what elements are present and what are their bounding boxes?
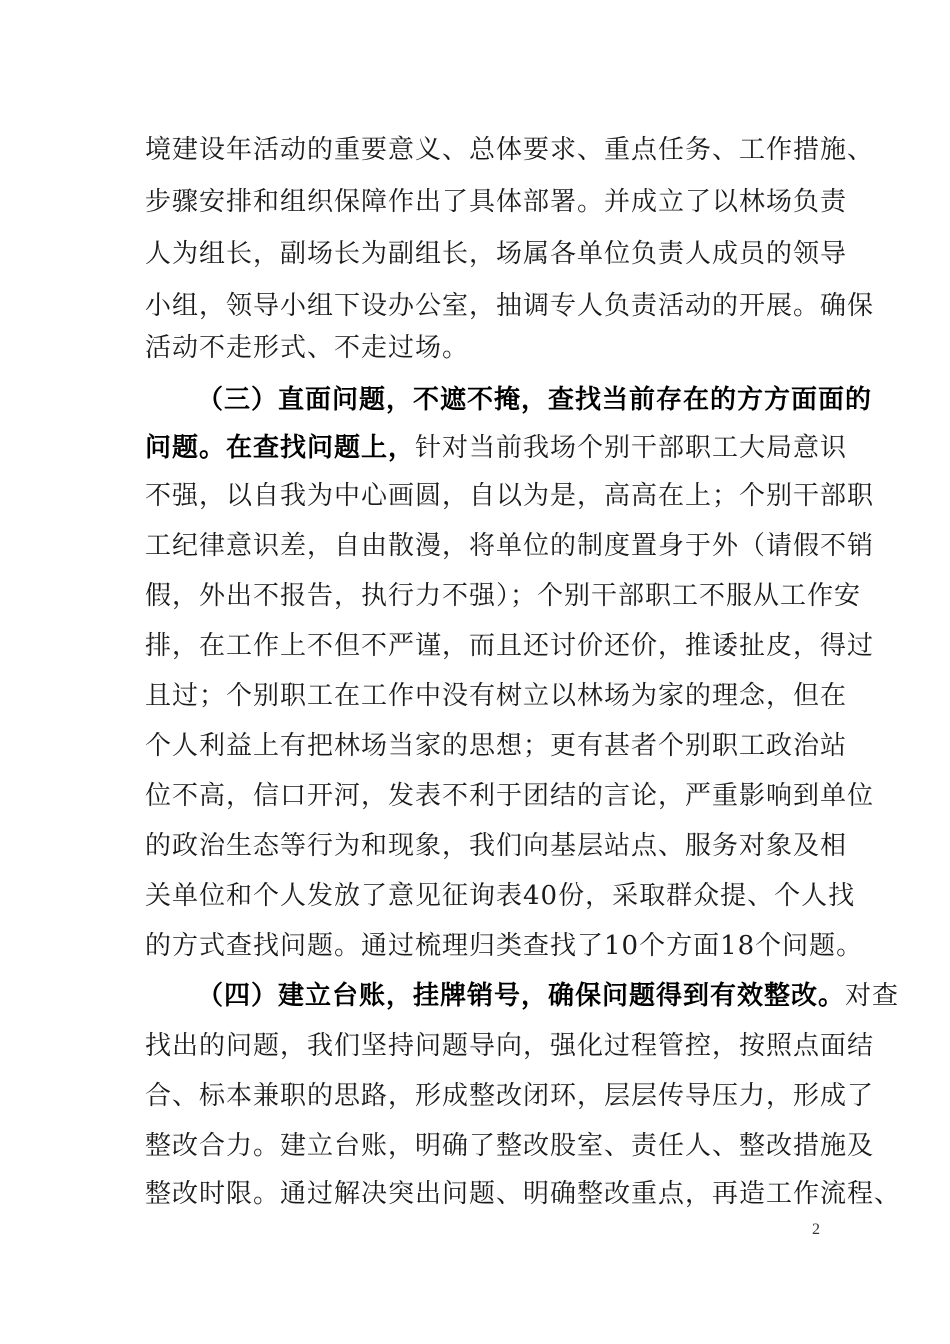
section-3-heading-bold: 问题。在查找问题上， xyxy=(145,433,416,463)
paragraph-line: 假，外出不报告，执行力不强）；个别干部职工不服从工作安 xyxy=(145,581,862,611)
paragraph-line: 位不高，信口开河，发表不利于团结的言论，严重影响到单位 xyxy=(145,781,875,811)
page-number: 2 xyxy=(812,1221,820,1238)
paragraph-line: 活动不走形式、不走过场。 xyxy=(145,333,470,363)
paragraph-line: 不强，以自我为中心画圆，自以为是，高高在上；个别干部职 xyxy=(145,481,875,511)
paragraph-line: 小组，领导小组下设办公室，抽调专人负责活动的开展。确保 xyxy=(145,291,875,321)
section-4-text: 对查 xyxy=(845,981,900,1011)
section-4-heading-bold: （四）建立台账，挂牌销号，确保问题得到有效整改。 xyxy=(197,981,846,1011)
paragraph-line: 的方式查找问题。通过梳理归类查找了10个方面18个问题。 xyxy=(145,931,864,961)
paragraph-line: 境建设年活动的重要意义、总体要求、重点任务、工作措施、 xyxy=(145,135,875,165)
section-3-heading: （三）直面问题，不遮不掩，查找当前存在的方方面面的 xyxy=(197,385,873,415)
paragraph-line: 工纪律意识差，自由散漫，将单位的制度置身于外（请假不销 xyxy=(145,531,875,561)
paragraph-line: 整改时限。通过解决突出问题、明确整改重点，再造工作流程、 xyxy=(145,1179,902,1209)
paragraph-line: 个人利益上有把林场当家的思想；更有甚者个别职工政治站 xyxy=(145,731,848,761)
section-4-heading xyxy=(197,970,900,1022)
paragraph-line: 关单位和个人发放了意见征询表40份，采取群众提、个人找 xyxy=(145,881,856,911)
paragraph-line: 排，在工作上不但不严谨，而且还讨价还价，推诿扯皮，得过 xyxy=(145,631,875,661)
paragraph-line: 的政治生态等行为和现象，我们向基层站点、服务对象及相 xyxy=(145,831,848,861)
section-3-text: 针对当前我场个别干部职工大局意识 xyxy=(415,433,848,463)
paragraph-line: 整改合力。建立台账，明确了整改股室、责任人、整改措施及 xyxy=(145,1131,875,1161)
section-3-heading-continued xyxy=(145,422,848,474)
paragraph-line: 人为组长，副场长为副组长，场属各单位负责人成员的领导 xyxy=(145,239,848,269)
paragraph-line: 步骤安排和组织保障作出了具体部署。并成立了以林场负责 xyxy=(145,187,848,217)
paragraph-line: 且过；个别职工在工作中没有树立以林场为家的理念，但在 xyxy=(145,681,848,711)
paragraph-line: 找出的问题，我们坚持问题导向，强化过程管控，按照点面结 xyxy=(145,1031,875,1061)
paragraph-line: 合、标本兼职的思路，形成整改闭环，层层传导压力，形成了 xyxy=(145,1081,875,1111)
